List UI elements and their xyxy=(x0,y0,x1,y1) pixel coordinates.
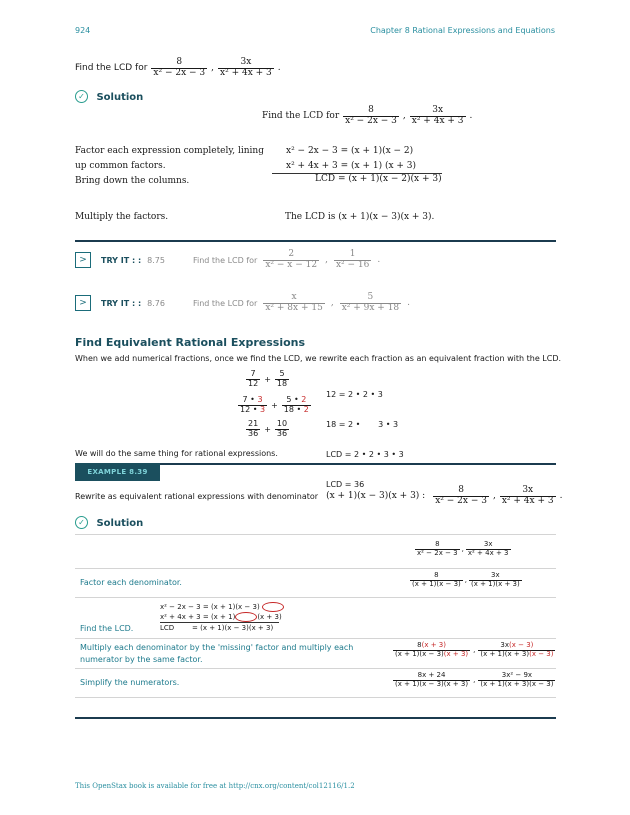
example-badge: EXAMPLE 8.39 xyxy=(75,463,160,481)
step-lcd-text: Find the LCD. xyxy=(80,624,134,633)
missing-factor-oval xyxy=(235,612,257,622)
example-row-factored: $\frac{8}{(x + 1)(x - 3)}$ , $\frac{3x}{(x + 1)(x + 3)}$ xyxy=(412,571,520,588)
section-rule xyxy=(75,240,556,242)
solution-heading: ✓ Solution xyxy=(75,90,143,103)
step-multiply-text: Multiply each denominator by the 'missing' factor and multiply each numerator by the same factor. xyxy=(80,643,354,664)
example-prompt: Rewrite as equivalent rational expressions with denominator (x + 1)(x − 3)(x + 3) : $\frac{8}{\text{x² − 2x − 3}}$ , $\frac{3x}{\text{x² + 4x + 3}}$ . xyxy=(75,485,563,506)
intro-fraction-2: $\frac{3x}{\text{x² + 4x + 3}}$ xyxy=(220,57,272,78)
lcd-block: x² − 2x − 3 = (x + 1)(x − 3) x² + 4x + 3 = (x + 1) (x + 3) LCD = (x + 1)(x − 3)(x + 3) xyxy=(160,602,284,633)
multiply-instruction: Multiply the factors. xyxy=(75,212,169,222)
example-row-simplified: $\frac{8x + 24}{(x + 1)(x - 3)(x + 3)}$ , $\frac{\text{3x² − 9x}}{(x + 1)(x + 3)(x - 3)}$ xyxy=(395,671,554,688)
check-circle-icon: ✓ xyxy=(75,516,88,529)
try-it-8-76: > TRY IT : : 8.76 Find the LCD for $\frac{x}{\text{x² + 8x + 15}}$ , $\frac{5}{\text{x² + 9x + 18}}$ . xyxy=(75,293,410,314)
example-solution-heading: ✓ Solution xyxy=(75,516,143,529)
section-after: We will do the same thing for rational expressions. xyxy=(75,449,278,458)
chevron-right-icon[interactable]: > xyxy=(75,295,91,311)
step-factor-text: Factor each denominator. xyxy=(80,578,182,587)
section-title: Find Equivalent Rational Expressions xyxy=(75,336,306,349)
footer-note: This OpenStax book is available for free at http://cnx.org/content/col12116/1.2 xyxy=(75,782,355,790)
example-row-original: $\frac{8}{\text{x² − 2x − 3}}$ , $\frac{3x}{\text{x² + 4x + 3}}$ xyxy=(417,540,509,557)
step-simplify-text: Simplify the numerators. xyxy=(80,678,180,687)
check-circle-icon: ✓ xyxy=(75,90,88,103)
missing-factor-oval xyxy=(262,602,284,612)
intro-prompt: Find the LCD for xyxy=(75,63,148,74)
numeric-lcd: 12 = 2 • 2 • 3 18 = 2 • 3 • 3 LCD = 2 • 2 • 3 • 3 LCD = 36 xyxy=(326,390,404,489)
factor-instructions: Factor each expression completely, lining up common factors. Bring down the columns. xyxy=(75,146,264,186)
page-number: 924 xyxy=(75,26,91,35)
numeric-row-3: $\frac{21}{36}$ + $\frac{10}{36}$ xyxy=(248,419,288,438)
section-text: When we add numerical fractions, once we find the LCD, we rewrite each fraction as an equivalent fraction with the LCD. xyxy=(75,354,562,363)
numeric-row-1: $\frac{7}{12}$ + $\frac{5}{18}$ xyxy=(248,369,288,388)
lcd-answer: The LCD is (x + 1)(x − 3)(x + 3). xyxy=(285,212,435,222)
intro-fraction-1: $\frac{8}{\text{x² − 2x − 3}}$ xyxy=(153,57,206,78)
chapter-title: Chapter 8 Rational Expressions and Equations xyxy=(370,26,555,35)
intro-problem: Find the LCD for $\frac{8}{\text{x² − 2x − 3}}$ , $\frac{3x}{\text{x² + 4x + 3}}$ . xyxy=(75,57,281,78)
example-row-multiplied: $\frac{8(x + 3)}{(x + 1)(x - 3)(x + 3)}$ , $\frac{3x(x - 3)}{(x + 1)(x + 3)(x - 3)}$ xyxy=(395,641,554,658)
factor-work: x² − 2x − 3 = (x + 1)(x − 2) x² + 4x + 3 = (x + 1) (x + 3) xyxy=(286,146,417,171)
try-it-8-75: > TRY IT : : 8.75 Find the LCD for $\frac{2}{\text{x² − x − 12}}$ , $\frac{1}{\text{x² − 16}}$ . xyxy=(75,250,380,271)
numeric-row-2: $\frac{7 • 3}{12 • 3}$ + $\frac{5 • 2}{18 • 2}$ xyxy=(240,395,309,414)
example-end-rule xyxy=(75,717,556,719)
lcd-result: LCD = (x + 1)(x − 2)(x + 3) xyxy=(315,174,442,184)
chevron-right-icon[interactable]: > xyxy=(75,252,91,268)
solution-restate: Find the LCD for $\frac{8}{\text{x² − 2x − 3}}$ , $\frac{3x}{\text{x² + 4x + 3}}$ . xyxy=(262,105,473,126)
